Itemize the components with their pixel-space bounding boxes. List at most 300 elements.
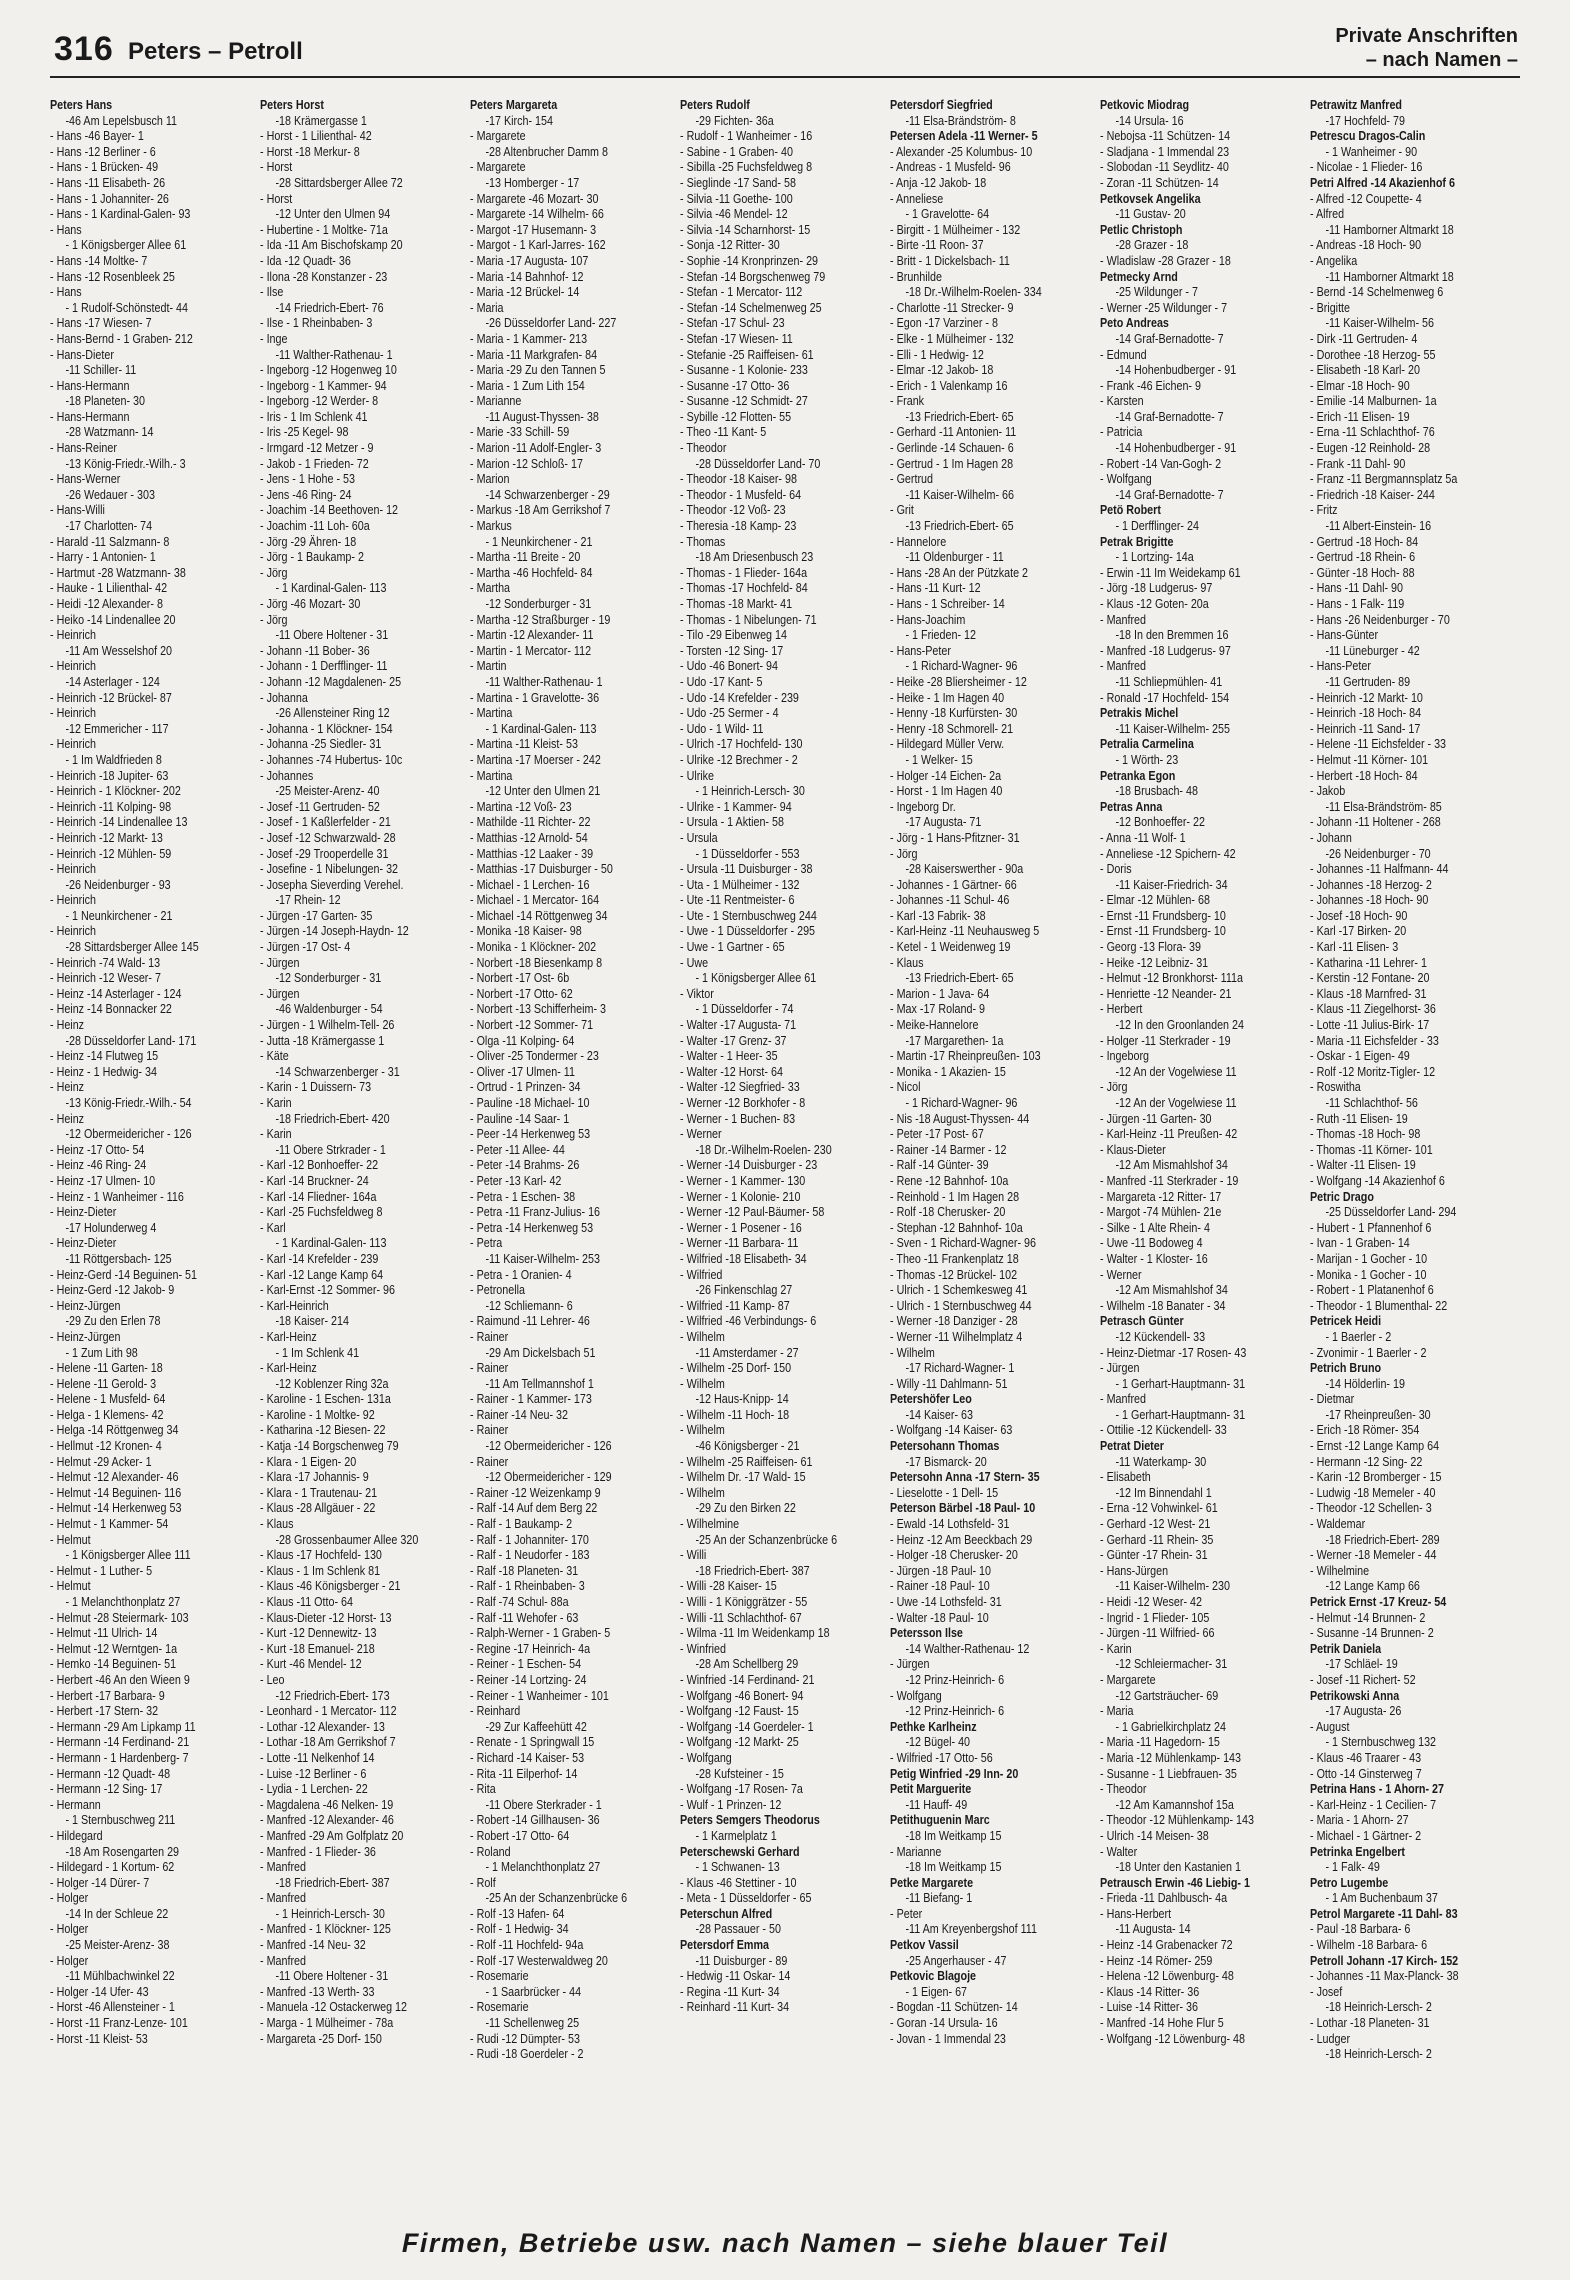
directory-entry: - Marga - 1 Mülheimer - 78a [260, 2016, 394, 2031]
address-line: - 1 Baerler - 2 [1325, 1329, 1392, 1344]
address-line: -11 Amsterdamer - 27 [695, 1345, 799, 1360]
directory-entry: - Nebojsa -11 Schützen- 14 [1100, 129, 1231, 144]
address-line: -14 In der Schleue 22 [65, 1906, 169, 1921]
directory-entry: - Werner - 1 Posener - 16 [680, 1220, 802, 1235]
directory-entry: - Hans -12 Berliner - 6 [50, 144, 156, 159]
directory-entry: - Maria -12 Brückel- 14 [470, 285, 580, 300]
directory-entry: - Frank -46 Eichen- 9 [1100, 378, 1201, 393]
directory-entry: - Ingeborg -12 Hogenweg 10 [260, 363, 397, 378]
directory-entry: - Holger [50, 1953, 89, 1968]
directory-entry: - Brunhilde [890, 269, 942, 284]
address-line: -28 Düsseldorfer Land- 70 [695, 456, 821, 471]
directory-entry: - Petronella [470, 1283, 525, 1298]
directory-entry: - Erna -11 Schlachthof- 76 [1310, 425, 1435, 440]
directory-entry: - Holger [50, 1922, 89, 1937]
directory-entry: - Ralf -11 Wehofer - 63 [470, 1610, 579, 1625]
address-line: -12 Bonhoeffer- 22 [1115, 815, 1205, 830]
directory-entry: - Jens - 1 Hohe - 53 [260, 472, 356, 487]
directory-entry: - Heinrich -11 Sand- 17 [1310, 721, 1421, 736]
directory-entry: - Wilfried -17 Otto- 56 [890, 1750, 993, 1765]
directory-entry: - Ulrike - 1 Kammer- 94 [680, 799, 792, 814]
address-line: - 1 Kardinal-Galen- 113 [275, 1236, 387, 1251]
directory-entry: - Jörg [1100, 1080, 1128, 1095]
directory-entry: - Hildegard - 1 Kortum- 62 [50, 1860, 175, 1875]
directory-entry: - Josef -18 Hoch- 90 [1310, 908, 1408, 923]
directory-entry: - Anneliese [890, 191, 944, 206]
directory-entry: - Lotte -11 Nelkenhof 14 [260, 1750, 375, 1765]
directory-entry: - Jürgen -17 Garten- 35 [260, 908, 373, 923]
surname-entry: Petig Winfried -29 Inn- 20 [890, 1766, 1019, 1781]
directory-entry: - Ralf - 1 Neudorfer - 183 [470, 1548, 590, 1563]
directory-entry: - Holger -14 Eichen- 2a [890, 768, 1002, 783]
directory-entry: - Elmar -12 Jakob- 18 [890, 363, 994, 378]
directory-entry: - Michael - 1 Lerchen- 16 [470, 877, 590, 892]
directory-entry: - Iris - 1 Im Schlenk 41 [260, 409, 368, 424]
directory-entry: - Leonhard - 1 Mercator- 112 [260, 1704, 397, 1719]
address-line: -25 Meister-Arenz- 38 [65, 1938, 170, 1953]
directory-entry: - Jürgen -18 Paul- 10 [890, 1563, 991, 1578]
directory-entry: - Reiner - 1 Wanheimer - 101 [470, 1688, 609, 1703]
address-line: - 1 Gerhart-Hauptmann- 31 [1115, 1407, 1246, 1422]
directory-entry: - Michael - 1 Gärtner- 2 [1310, 1828, 1422, 1843]
directory-entry: - Willi -28 Kaiser- 15 [680, 1579, 777, 1594]
directory-entry: - Birte -11 Roon- 37 [890, 238, 984, 253]
directory-entry: - Otto -14 Ginsterweg 7 [1310, 1766, 1422, 1781]
surname-entry: Petersdorf Siegfried [890, 98, 993, 112]
directory-entry: - Josef - 1 Kaßlerfelder - 21 [260, 815, 391, 830]
directory-entry: - Frieda -11 Dahlbusch- 4a [1100, 1891, 1228, 1906]
directory-entry: - Hans-Bernd - 1 Graben- 212 [50, 331, 193, 346]
directory-entry: - Jürgen - 1 Wilhelm-Tell- 26 [260, 1018, 395, 1033]
surname-entry: Petrinka Engelbert [1310, 1844, 1405, 1859]
directory-entry: - Ursula -11 Duisburger - 38 [680, 862, 813, 877]
address-line: -11 Lüneburger - 42 [1325, 643, 1420, 658]
directory-entry: - Klaus - 1 Im Schlenk 81 [260, 1563, 381, 1578]
directory-entry: - Martha [470, 581, 511, 596]
directory-entry: - Petra -11 Franz-Julius- 16 [470, 1205, 601, 1220]
directory-entry: - Egon -17 Varziner - 8 [890, 316, 998, 331]
directory-entry: - Sophie -14 Kronprinzen- 29 [680, 253, 819, 268]
address-line: -13 Friedrich-Ebert- 65 [905, 519, 1014, 534]
directory-entry: - Heinrich -74 Wald- 13 [50, 955, 161, 970]
surname-entry: Petersen Adela -11 Werner- 5 [890, 129, 1038, 144]
address-line: -17 Bismarck- 20 [905, 1454, 987, 1469]
directory-entry: - Helmut -12 Werntgen- 1a [50, 1641, 178, 1656]
address-line: -17 Margarethen- 1a [905, 1033, 1004, 1048]
directory-entry: - Gertrud -18 Hoch- 84 [1310, 534, 1419, 549]
directory-entry: - Heidi -12 Weser- 42 [1100, 1595, 1202, 1609]
directory-entry: - Walter [1100, 1844, 1138, 1859]
directory-entry: - Hans-Willi [50, 503, 105, 518]
address-line: -18 Kaiser- 214 [275, 1314, 349, 1329]
address-line: -17 Rheinpreußen- 30 [1325, 1407, 1431, 1422]
directory-entry: - Helmut -12 Alexander- 46 [50, 1470, 179, 1485]
directory-entry: - Thomas - 1 Nibelungen- 71 [680, 612, 817, 627]
directory-entry: - Katharina -12 Biesen- 22 [260, 1423, 386, 1438]
address-line: -11 Schiller- 11 [65, 363, 137, 378]
address-line: -29 Zur Kaffeehütt 42 [485, 1719, 587, 1734]
directory-entry: - Rainer -12 Weizenkamp 9 [470, 1485, 601, 1500]
directory-entry: - Johannes - 1 Gärtner- 66 [890, 877, 1017, 892]
address-line: -18 Heinrich-Lersch- 2 [1325, 2000, 1432, 2015]
directory-entry: - Ralph-Werner - 1 Graben- 5 [470, 1626, 611, 1641]
directory-entry: - Ernst -12 Lange Kamp 64 [1310, 1439, 1440, 1454]
address-line: -18 Im Weitkamp 15 [905, 1828, 1002, 1843]
directory-entry: - Rainer -14 Neu- 32 [470, 1407, 568, 1422]
directory-entry: - Manfred -14 Hohe Flur 5 [1100, 2016, 1224, 2031]
directory-entry: - Margarete -14 Wilhelm- 66 [470, 207, 604, 222]
directory-entry: - Heinz -14 Asterlager - 124 [50, 986, 182, 1001]
address-line: -11 Schlachthof- 56 [1325, 1096, 1418, 1110]
directory-entry: - Stefan - 1 Mercator- 112 [680, 285, 803, 300]
directory-entry: - Karl-Heinrich [260, 1298, 329, 1313]
address-line: -12 Lange Kamp 66 [1325, 1579, 1420, 1594]
directory-entry: - Werner -11 Wilhelmplatz 4 [890, 1329, 1023, 1344]
surname-entry: Petersson Ilse [890, 1626, 963, 1641]
directory-entry: - Gertrud -18 Rhein- 6 [1310, 550, 1416, 565]
directory-entry: - Johann -11 Bober- 36 [260, 643, 370, 658]
directory-entry: - Robert -17 Otto- 64 [470, 1828, 570, 1843]
directory-entry: - Stefan -14 Schelmenweg 25 [680, 300, 822, 315]
address-line: -28 Am Schellberg 29 [695, 1657, 799, 1672]
directory-entry: - Werner -14 Duisburger - 23 [680, 1158, 818, 1173]
surname-entry: Petershöfer Leo [890, 1392, 972, 1407]
address-line: -25 An der Schanzenbrücke 6 [485, 1891, 628, 1906]
directory-entry: - Ketel - 1 Weidenweg 19 [890, 940, 1011, 955]
surname-entry: Petersdorf Emma [680, 1938, 770, 1953]
directory-entry: - Ilse [260, 285, 284, 300]
directory-entry: - Werner -18 Memeler - 44 [1310, 1548, 1437, 1563]
directory-entry: - Robert -14 Van-Gogh- 2 [1100, 456, 1222, 471]
directory-entry: - Holger -14 Dürer- 7 [50, 1875, 150, 1890]
directory-entry: - Markus -18 Am Gerrikshof 7 [470, 503, 611, 518]
address-line: - 1 Düsseldorfer - 553 [695, 846, 800, 861]
directory-entry: - Oskar - 1 Eigen- 49 [1310, 1049, 1410, 1064]
directory-entry: - Peter -17 Post- 67 [890, 1127, 984, 1142]
address-line: -11 Duisburger - 89 [695, 1953, 788, 1968]
directory-entry: - Jovan - 1 Immendal 23 [890, 2031, 1006, 2046]
directory-entry: - Margot -17 Husemann- 3 [470, 222, 597, 237]
directory-entry: - Horst [260, 191, 293, 206]
surname-entry: Petric Drago [1310, 1189, 1374, 1204]
address-line: - 1 Wörth- 23 [1115, 752, 1179, 767]
address-line: -12 Schliemann- 6 [485, 1298, 573, 1313]
directory-entry: - Ida -12 Quadt- 36 [260, 253, 351, 268]
address-line: -12 An der Vogelwiese 11 [1115, 1064, 1237, 1079]
directory-entry: - Helmut -14 Herkenweg 53 [50, 1501, 182, 1516]
directory-entry: - Rolf -17 Westerwaldweg 20 [470, 1953, 608, 1968]
directory-entry: - Heinz-Dieter [50, 1236, 117, 1251]
address-line: -11 Albert-Einstein- 16 [1325, 519, 1432, 534]
directory-entry: - Heinz [50, 1018, 85, 1033]
directory-entry: - Theodor [1100, 1782, 1147, 1797]
surname-entry: Petroll Johann -17 Kirch- 152 [1310, 1953, 1459, 1968]
directory-entry: - Wilhelm -11 Hoch- 18 [680, 1407, 790, 1422]
directory-entry: - Hans -11 Dahl- 90 [1310, 581, 1404, 596]
directory-entry: - Hubert - 1 Pfannenhof 6 [1310, 1220, 1432, 1235]
directory-entry: - Reinhold - 1 Im Hagen 28 [890, 1189, 1020, 1204]
directory-entry: - Ingeborg -12 Werder- 8 [260, 394, 379, 409]
directory-entry: - Silvia -14 Scharnhorst- 15 [680, 222, 811, 237]
address-line: -12 Obermeidericher - 126 [485, 1439, 612, 1454]
directory-entry: - Peer -14 Herkenweg 53 [470, 1127, 591, 1142]
directory-entry: - Marianne [470, 394, 522, 409]
directory-entry: - Katja -14 Borgschenweg 79 [260, 1439, 399, 1454]
directory-entry: - Erich - 1 Valenkamp 16 [890, 378, 1008, 393]
address-line: -28 Passauer - 50 [695, 1922, 781, 1937]
directory-entry: - Norbert -18 Biesenkamp 8 [470, 955, 603, 970]
directory-entry: - Werner -18 Danziger - 28 [890, 1314, 1018, 1329]
directory-entry: - Reinhard -11 Kurt- 34 [680, 2000, 790, 2015]
address-line: -25 Düsseldorfer Land- 294 [1325, 1205, 1457, 1220]
directory-entry: - Hans-Joachim [890, 612, 966, 627]
directory-entry: - Helga -14 Röttgenweg 34 [50, 1423, 179, 1438]
address-line: - 1 Neunkirchener - 21 [65, 908, 173, 923]
directory-entry: - Harald -11 Salzmann- 8 [50, 534, 170, 549]
address-line: -17 Charlotten- 74 [65, 519, 153, 534]
directory-entry: - Norbert -13 Schifferheim- 3 [470, 1002, 607, 1017]
directory-entry: - Jürgen -14 Joseph-Haydn- 12 [260, 924, 409, 939]
directory-entry: - Rolf [470, 1875, 496, 1890]
address-line: -14 Graf-Bernadotte- 7 [1115, 331, 1224, 346]
directory-entry: - Dirk -11 Gertruden- 4 [1310, 331, 1418, 346]
address-line: -12 Unter den Ulmen 94 [275, 207, 391, 222]
directory-entry: - Karl-Heinz - 1 Cecilien- 7 [1310, 1797, 1437, 1812]
address-line: -14 Schwarzenberger - 31 [275, 1064, 400, 1079]
address-line: -11 Obere Strkrader - 1 [275, 1142, 386, 1157]
directory-entry: - Anneliese -12 Spichern- 42 [1100, 846, 1236, 861]
directory-entry: - Walter - 1 Kloster- 16 [1100, 1251, 1208, 1266]
directory-entry: - Wilhelm -25 Dorf- 150 [680, 1361, 792, 1376]
directory-entry: - Heinz -12 Am Beeckbach 29 [890, 1532, 1033, 1547]
directory-entry: - Henny -18 Kurfürsten- 30 [890, 706, 1018, 721]
directory-entry: - Martha -12 Straßburger - 19 [470, 612, 611, 627]
directory-entry: - Udo - 1 Wild- 11 [680, 721, 764, 736]
directory-entry: - Hemko -14 Beguinen- 51 [50, 1657, 177, 1672]
page-number: 316 [54, 30, 114, 68]
directory-entry: - Klara -17 Johannis- 9 [260, 1470, 369, 1485]
directory-entry: - Jörg -18 Ludgerus- 97 [1100, 581, 1213, 596]
directory-entry: - Helmut [50, 1532, 91, 1547]
directory-entry: - Stefan -17 Schul- 23 [680, 316, 785, 331]
directory-entry: - Rainer - 1 Kammer- 173 [470, 1392, 592, 1407]
directory-entry: - Markus [470, 519, 512, 534]
address-line: -28 Watzmann- 14 [65, 425, 154, 440]
directory-entry: - Klaus -28 Allgäuer - 22 [260, 1501, 376, 1516]
directory-entry: - Ute -11 Rentmeister- 6 [680, 893, 795, 908]
directory-entry: - Wilfried [680, 1267, 723, 1282]
address-line: -18 Krämergasse 1 [275, 113, 367, 128]
directory-entry: - Reinhard [470, 1704, 521, 1719]
directory-entry: - Helene -11 Eichsfelder - 33 [1310, 737, 1447, 752]
address-line: -12 Gartsträucher- 69 [1115, 1688, 1219, 1703]
directory-entry: - Martin - 1 Mercator- 112 [470, 643, 592, 658]
directory-entry: - Sabine - 1 Graben- 40 [680, 144, 793, 159]
directory-entry: - Maria -11 Hagedorn- 15 [1100, 1735, 1220, 1750]
directory-entry: - Heinrich [50, 628, 97, 643]
address-line: -14 Walther-Rathenau- 12 [905, 1641, 1030, 1656]
directory-entry: - Rita [470, 1782, 496, 1797]
directory-entry: - Rosemarie [470, 2000, 529, 2015]
directory-entry: - Uta - 1 Mülheimer - 132 [680, 877, 800, 892]
directory-entry: - Hans - 1 Johanniter- 26 [50, 191, 169, 206]
address-line: -12 Friedrich-Ebert- 173 [275, 1688, 390, 1703]
directory-entry: - Josepha Sieverding Verehel. [260, 877, 404, 892]
directory-entry: - Margot -74 Mühlen- 21e [1100, 1205, 1222, 1220]
directory-entry: - Iris -25 Kegel- 98 [260, 425, 349, 440]
directory-entry: - Heinz [50, 1111, 85, 1126]
directory-entry: - Hans-Jürgen [1100, 1563, 1169, 1578]
address-line: - 1 Wanheimer - 90 [1325, 144, 1418, 159]
address-line: -18 Am Driesenbusch 23 [695, 550, 814, 565]
directory-entry: - Maria - 1 Ahorn- 27 [1310, 1813, 1409, 1828]
directory-entry: - Heinrich [50, 737, 97, 752]
address-line: -46 Waldenburger - 54 [275, 1002, 383, 1017]
surname-entry: Petrikowski Anna [1310, 1688, 1400, 1703]
directory-entry: - Jörg - 1 Baukamp- 2 [260, 550, 364, 565]
directory-entry: - Hermann -12 Quadt- 48 [50, 1766, 171, 1781]
directory-entry: - Wolfgang -14 Goerdeler- 1 [680, 1719, 814, 1734]
directory-entry: - Peter [890, 1906, 923, 1921]
directory-entry: - Rosemarie [470, 1969, 529, 1984]
directory-entry: - Rene -12 Bahnhof- 10a [890, 1173, 1009, 1188]
directory-entry: - Joachim -11 Loh- 60a [260, 519, 370, 534]
directory-entry: - Klaus -18 Marnfred- 31 [1310, 986, 1427, 1001]
address-line: -11 Kaiser-Wilhelm- 230 [1115, 1579, 1230, 1594]
directory-entry: - Heinz-Jürgen [50, 1329, 121, 1344]
directory-entry: - Helmut -14 Brunnen- 2 [1310, 1610, 1426, 1625]
directory-entry: - Norbert -17 Otto- 62 [470, 986, 573, 1001]
directory-entry: - Wolfgang -12 Markt- 25 [680, 1735, 799, 1750]
directory-entry: - Pauline -18 Michael- 10 [470, 1096, 590, 1110]
directory-entry: - Ulrich -14 Meisen- 38 [1100, 1828, 1209, 1843]
directory-entry: - Marion - 1 Java- 64 [890, 986, 990, 1001]
surname-entry: Petrich Bruno [1310, 1361, 1382, 1376]
directory-entry: - Martin -17 Rheinpreußen- 103 [890, 1049, 1041, 1064]
surname-entry: Petit Marguerite [890, 1782, 972, 1797]
directory-entry: - Hermann - 1 Hardenberg- 7 [50, 1750, 189, 1765]
directory-entry: - Horst -11 Kleist- 53 [50, 2031, 148, 2046]
address-line: -26 Neidenburger - 93 [65, 877, 171, 892]
address-line: - 1 Rudolf-Schönstedt- 44 [65, 300, 188, 315]
directory-entry: - Gerhard -11 Rhein- 35 [1100, 1532, 1214, 1547]
directory-entry: - Lothar -18 Am Gerrikshof 7 [260, 1735, 396, 1750]
directory-entry: - Ursula [680, 830, 718, 845]
directory-entry: - Elmar -18 Hoch- 90 [1310, 378, 1410, 393]
directory-entry: - Heinrich [50, 659, 97, 674]
directory-entry: - Manfred [1100, 612, 1147, 627]
directory-entry: - Hans-Reiner [50, 441, 117, 456]
directory-entry: - Wolfgang [1100, 472, 1152, 487]
directory-entry: - Anna -11 Wolf- 1 [1100, 830, 1186, 845]
directory-entry: - Ernst -11 Frundsberg- 10 [1100, 924, 1226, 939]
directory-entry: - Jürgen [260, 986, 300, 1001]
directory-entry: - Margarete [470, 129, 526, 144]
directory-entry: - Herbert -18 Hoch- 84 [1310, 768, 1418, 783]
directory-entry: - Helmut -28 Steiermark- 103 [50, 1610, 189, 1625]
directory-entry: - Kurt -18 Emanuel- 218 [260, 1641, 375, 1656]
address-line: -11 Hauff- 49 [905, 1797, 968, 1812]
directory-entry: - Klaus [890, 955, 924, 970]
directory-entry: - Jakob [1310, 784, 1346, 799]
surname-entry: Petrina Hans - 1 Ahorn- 27 [1310, 1782, 1445, 1797]
directory-entry: - Günter -17 Rhein- 31 [1100, 1548, 1208, 1563]
directory-entry: - Karl-Heinz -11 Neuhausweg 5 [890, 924, 1040, 939]
address-line: -13 Friedrich-Ebert- 65 [905, 409, 1014, 424]
directory-entry: - August [1310, 1719, 1350, 1734]
address-line: -12 In den Groonlanden 24 [1115, 1018, 1244, 1033]
directory-entry: - Ludwig -18 Memeler - 40 [1310, 1485, 1436, 1500]
directory-entry: - Ingrid - 1 Flieder- 105 [1100, 1610, 1210, 1625]
directory-entry: - Georg -13 Flora- 39 [1100, 940, 1201, 955]
directory-entry: - Margarete -46 Mozart- 30 [470, 191, 599, 206]
directory-entry: - Ralf - 1 Johanniter- 170 [470, 1532, 589, 1547]
directory-entry: - Manfred - 1 Flieder- 36 [260, 1844, 376, 1859]
address-line: -12 Prinz-Heinrich- 6 [905, 1704, 1005, 1719]
directory-entry: - Edmund [1100, 347, 1147, 362]
directory-entry: - Margareta -12 Ritter- 17 [1100, 1189, 1222, 1204]
directory-entry: - Theodor -12 Mühlenkamp- 143 [1100, 1813, 1254, 1828]
directory-entry: - Rolf -13 Hafen- 64 [470, 1906, 565, 1921]
directory-entry: - Silke - 1 Alte Rhein- 4 [1100, 1220, 1210, 1235]
directory-entry: - Thomas -18 Markt- 41 [680, 597, 793, 611]
directory-entry: - Helmut -14 Beguinen- 116 [50, 1485, 182, 1500]
directory-entry: - Rainer [470, 1423, 509, 1438]
directory-entry: - Roswitha [1310, 1080, 1361, 1095]
directory-entry: - Hildegard [50, 1828, 103, 1843]
directory-entry: - Helmut -11 Körner- 101 [1310, 752, 1429, 767]
surname-entry: Peterschun Alfred [680, 1906, 773, 1921]
directory-entry: - Frank -11 Dahl- 90 [1310, 456, 1406, 471]
directory-entry: - Ruth -11 Elisen- 19 [1310, 1111, 1408, 1126]
address-line: - 1 Saarbrücker - 44 [485, 1984, 582, 1999]
directory-entry: - Willi [680, 1548, 707, 1563]
directory-entry: - Willi -11 Schlachthof- 67 [680, 1610, 802, 1625]
directory-entry: - Kerstin -12 Fontane- 20 [1310, 971, 1430, 986]
address-line: -18 Unter den Kastanien 1 [1115, 1860, 1241, 1875]
directory-entry: - Heinz-Dietmar -17 Rosen- 43 [1100, 1345, 1247, 1360]
address-line: -11 Schellenweg 25 [485, 2016, 580, 2031]
address-line: -12 Am Mismahlshof 34 [1115, 1283, 1228, 1298]
directory-entry: - Ernst -11 Frundsberg- 10 [1100, 908, 1226, 923]
address-line: - 1 Gravelotte- 64 [905, 207, 990, 222]
address-line: -28 Düsseldorfer Land- 171 [65, 1033, 197, 1048]
directory-entry: - Winfried -14 Ferdinand- 21 [680, 1672, 815, 1687]
address-line: - 1 Kardinal-Galen- 113 [485, 721, 597, 736]
directory-entry: - Helene -11 Gerold- 3 [50, 1376, 157, 1391]
directory-entry: - Wilhelm -25 Raiffeisen- 61 [680, 1454, 813, 1469]
address-line: - 1 Richard-Wagner- 96 [905, 659, 1018, 674]
address-line: -11 Obere Holtener - 31 [275, 628, 389, 643]
directory-entry: - Ivan - 1 Graben- 14 [1310, 1236, 1410, 1251]
directory-entry: - Olga -11 Kolping- 64 [470, 1033, 575, 1048]
address-line: -17 Kirch- 154 [485, 113, 554, 128]
directory-entry: - Manfred [260, 1953, 307, 1968]
directory-entry: - Karl -25 Fuchsfeldweg 8 [260, 1205, 383, 1220]
address-line: -25 Wildunger - 7 [1115, 285, 1198, 300]
directory-entry: - Horst [260, 160, 293, 175]
directory-entry: - Manfred -11 Sterkrader - 19 [1100, 1173, 1239, 1188]
directory-entry: - Maria -14 Bahnhof- 12 [470, 269, 584, 284]
directory-entry: - Oliver -17 Ulmen- 11 [470, 1064, 575, 1079]
directory-entry: - Emilie -14 Malburnen- 1a [1310, 394, 1437, 409]
directory-entry: - Gertrud [890, 472, 934, 487]
directory-entry: - Maria [1100, 1704, 1134, 1719]
surname-entry: Petkov Vassil [890, 1938, 959, 1953]
directory-entry: - Manfred [1100, 1392, 1147, 1407]
directory-entry: - Heidi -12 Alexander- 8 [50, 597, 163, 611]
directory-entry: - Martin [470, 659, 507, 674]
